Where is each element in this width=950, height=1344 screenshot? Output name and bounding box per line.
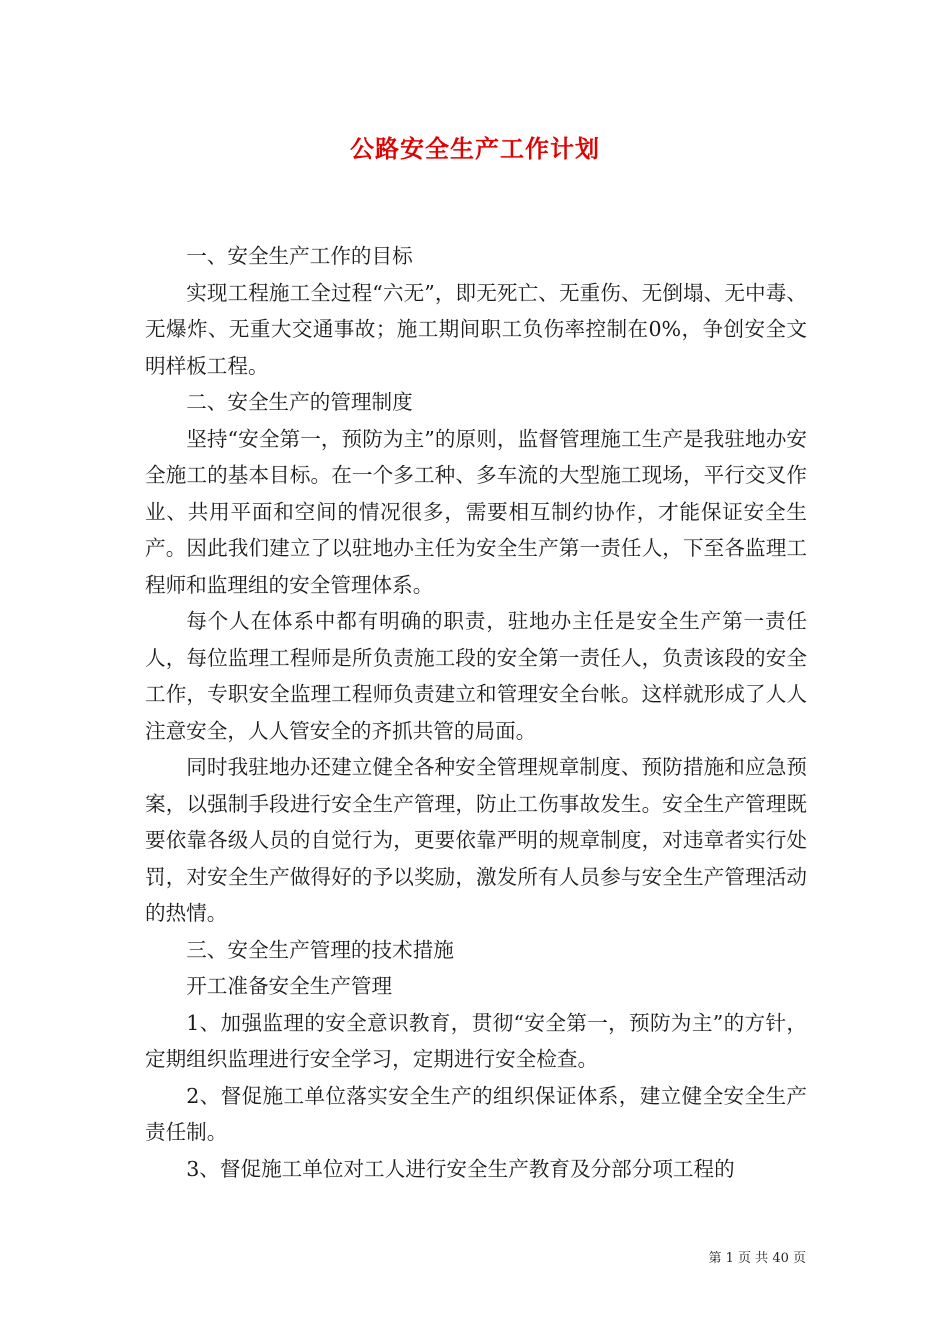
list-item: 3、督促施工单位对工人进行安全生产教育及分部分项工程的	[186, 1156, 735, 1181]
paragraph: 每个人在体系中都有明确的职责，驻地办主任是安全生产第一责任人，每位监理工程师是所负责施工段的安全第一责任人，负责该段的安全工作，专职安全监理工程师负责建立和管理安全台帐。这样就形成了人人注意安全，人人管安全的齐抓共管的局面。	[145, 609, 807, 743]
paragraph: 同时我驻地办还建立健全各种安全管理规章制度、预防措施和应急预案，以强制手段进行安全生产管理，防止工伤事故发生。安全生产管理既要依靠各级人员的自觉行为，更要依靠严明的规章制度，对违章者实行处罚，对安全生产做得好的予以奖励，激发所有人员参与安全生产管理活动的热情。	[145, 755, 807, 925]
heading-section-1: 一、安全生产工作的目标	[186, 244, 413, 268]
page-number: 第 1 页 共 40 页	[708, 1251, 806, 1266]
list-item: 2、督促施工单位落实安全生产的组织保证体系，建立健全安全生产责任制。	[145, 1083, 807, 1144]
document-title: 公路安全生产工作计划	[350, 134, 600, 163]
list-item: 1、加强监理的安全意识教育，贯彻“安全第一，预防为主”的方针，定期组织监理进行安全学习，定期进行安全检查。	[145, 1010, 807, 1071]
heading-section-2: 二、安全生产的管理制度	[186, 390, 413, 414]
document-body	[145, 238, 807, 1187]
paragraph: 实现工程施工全过程“六无”，即无死亡、无重伤、无倒塌、无中毒、无爆炸、无重大交通事故；施工期间职工负伤率控制在0%，争创安全文明样板工程。	[145, 280, 807, 378]
paragraph: 坚持“安全第一，预防为主”的原则，监督管理施工生产是我驻地办安全施工的基本目标。在一个多工种、多车流的大型施工现场，平行交叉作业、共用平面和空间的情况很多，需要相互制约协作，才能保证安全生产。因此我们建立了以驻地办主任为安全生产第一责任人，下至各监理工程师和监理组的安全管理体系。	[145, 426, 807, 597]
subheading: 开工准备安全生产管理	[186, 974, 393, 998]
heading-section-3: 三、安全生产管理的技术措施	[186, 937, 454, 962]
